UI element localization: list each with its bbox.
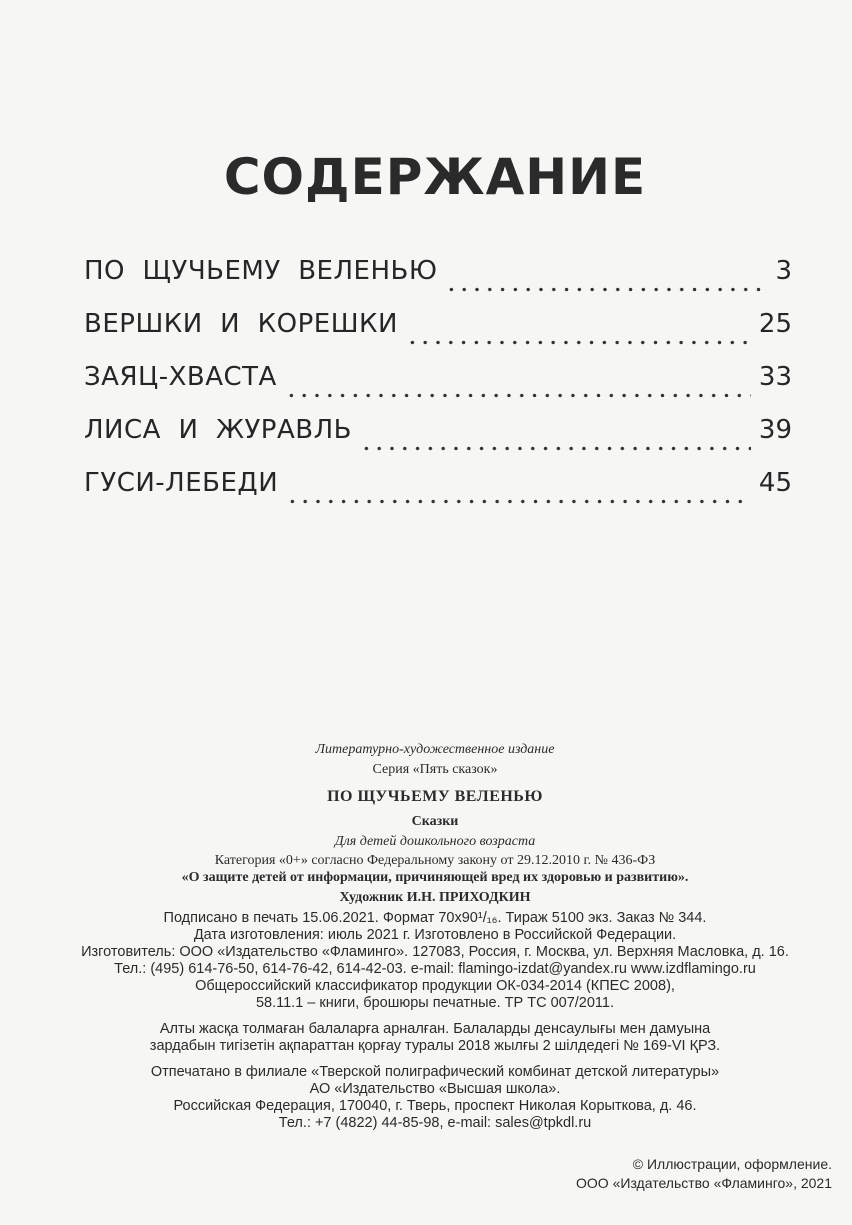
toc-leader-dots: [285, 393, 751, 398]
age-group: Для детей дошкольного возраста: [334, 834, 536, 849]
printer-details: [0, 1064, 852, 1132]
toc-entry-title: ГУСИ-ЛЕБЕДИ: [84, 468, 279, 498]
toc-entry-title: ЛИСА И ЖУРАВЛЬ: [84, 415, 352, 445]
series-name: Серия «Пять сказок»: [372, 762, 498, 777]
copyright-line: ООО «Издательство «Фламинго», 2021: [576, 1175, 832, 1191]
tech-line: Тел.: +7 (4822) 44-85-98, e-mail: sales@tpkdl.ru: [278, 1115, 592, 1131]
toc-entry-title: ЗАЯЦ-ХВАСТА: [84, 362, 277, 392]
tech-line: Изготовитель: ООО «Издательство «Фламинго». 127083, Россия, г. Москва, ул. Верхняя Масловка, д. 16.: [81, 944, 789, 960]
tech-line: АО «Издательство «Высшая школа».: [309, 1081, 561, 1097]
law-title: «О защите детей от информации, причиняющей вред их здоровью и развитию».: [181, 870, 689, 885]
toc-entry: [84, 309, 792, 362]
tech-line: Дата изготовления: июль 2021 г. Изготовлено в Российской Федерации.: [193, 927, 677, 943]
tech-line: 58.11.1 – книги, брошюры печатные. ТР ТС 007/2011.: [255, 995, 615, 1011]
tech-line: Российская Федерация, 170040, г. Тверь, проспект Николая Корыткова, д. 46.: [173, 1098, 697, 1114]
toc-leader-dots: [360, 446, 751, 451]
toc-entry-page: 39: [758, 415, 792, 445]
age-category: Категория «0+» согласно Федеральному закону от 29.12.2010 г. № 436-ФЗ: [214, 853, 656, 868]
edition-genre: Литературно-художественное издание: [315, 742, 555, 757]
toc-entry-page: 33: [758, 362, 792, 392]
imprint-block: [0, 742, 852, 1132]
tech-line: зардабын тигізетін ақпараттан қорғау туралы 2018 жылғы 2 шілдедегі № 169-VI ҚРЗ.: [149, 1038, 721, 1054]
toc-entry-page: 25: [758, 309, 792, 339]
toc-leader-dots: [406, 340, 751, 345]
toc-entry-title: ВЕРШКИ И КОРЕШКИ: [84, 309, 398, 339]
tech-line: Алты жасқа толмаған балаларға арналған. Балаларды денсаулығы мен дамуына: [159, 1021, 711, 1037]
tech-line: Общероссийский классификатор продукции ОК-034-2014 (КПЕС 2008),: [195, 978, 675, 994]
toc-leader-dots: [286, 499, 751, 504]
toc-leader-dots: [445, 287, 767, 292]
copyright-line: © Иллюстрации, оформление.: [632, 1156, 832, 1172]
toc-entry: [84, 415, 792, 468]
toc-entry-page: 45: [758, 468, 792, 498]
page-title: СОДЕРЖАНИЕ: [223, 148, 647, 206]
tech-line: Отпечатано в филиале «Тверской полиграфический комбинат детской литературы»: [150, 1064, 720, 1080]
toc-entry-page: 3: [775, 256, 792, 286]
kazakh-notice: [0, 1021, 852, 1055]
book-subtitle: Сказки: [411, 814, 459, 829]
print-details: [0, 910, 852, 1012]
toc-entry-title: ПО ЩУЧЬЕМУ ВЕЛЕНЬЮ: [84, 256, 438, 286]
copyright-notice: [576, 1155, 832, 1193]
toc-entry: [84, 468, 792, 521]
book-title: ПО ЩУЧЬЕМУ ВЕЛЕНЬЮ: [327, 788, 543, 805]
tech-line: Подписано в печать 15.06.2021. Формат 70х90¹/₁₆. Тираж 5100 экз. Заказ № 344.: [163, 910, 707, 926]
toc-entry: [84, 362, 792, 415]
table-of-contents: [84, 256, 792, 521]
illustrator: Художник И.Н. ПРИХОДКИН: [339, 890, 531, 905]
tech-line: Тел.: (495) 614-76-50, 614-76-42, 614-42-03. e-mail: flamingo-izdat@yandex.ru www.izdflamingo.ru: [114, 961, 756, 977]
toc-entry: [84, 256, 792, 309]
